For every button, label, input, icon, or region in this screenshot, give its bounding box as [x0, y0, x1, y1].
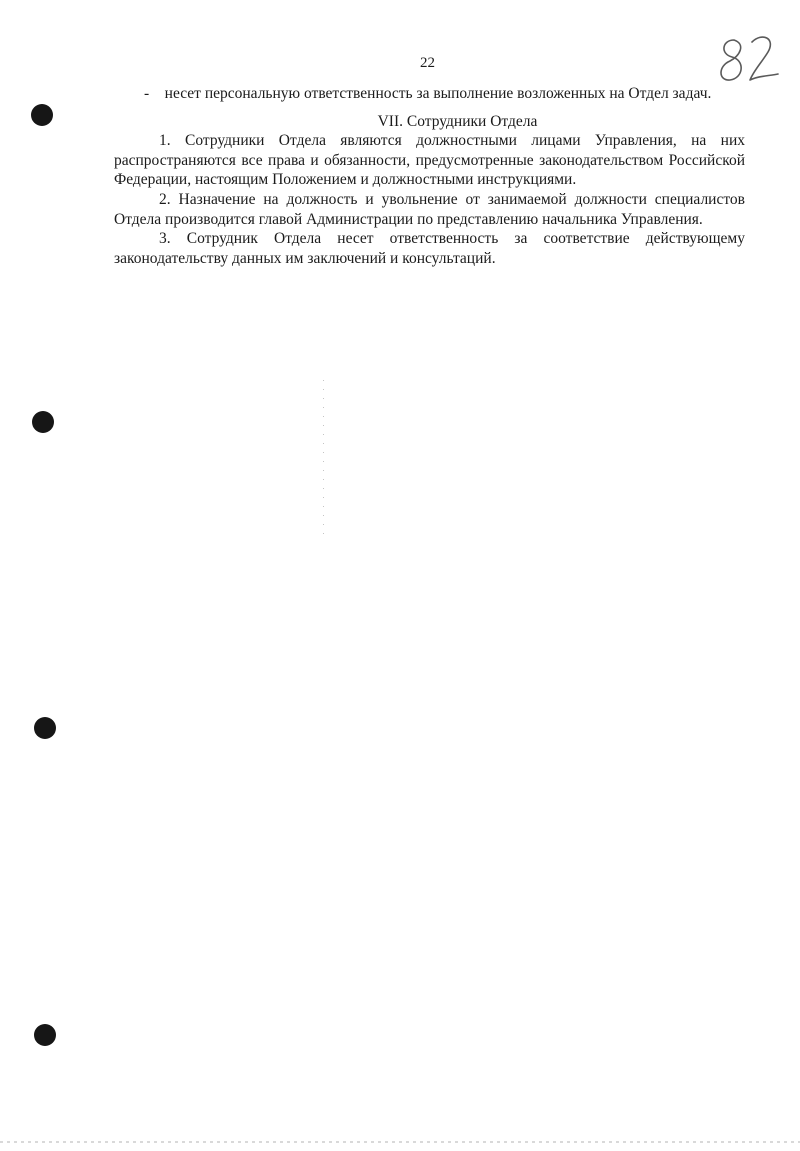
- body-text: [114, 84, 745, 268]
- scan-fold-marks: [323, 380, 324, 540]
- section-item-1: 1. Сотрудники Отдела являются должностными лицами Управления, на них распространяются все права и обязанности, предусмотренные законодательством Российской Федерации, настоящим Положением и должностными инструкциями.: [114, 132, 745, 189]
- binder-hole: [34, 1024, 56, 1046]
- binder-hole: [31, 104, 53, 126]
- scan-bottom-edge: [0, 1141, 800, 1143]
- bullet-dash: -: [144, 85, 150, 102]
- section-item-2: 2. Назначение на должность и увольнение от занимаемой должности специалистов Отдела производится главой Администрации по представлению начальника Управления.: [114, 190, 745, 228]
- section-title: VII. Сотрудники Отдела: [377, 112, 538, 130]
- binder-hole: [32, 411, 54, 433]
- section-item-3: 3. Сотрудник Отдела несет ответственность за соответствие действующему законодательству данных им заключений и консультаций.: [114, 230, 745, 267]
- bullet-text: несет персональную ответственность за выполнение возложенных на Отдел задач.: [164, 85, 712, 102]
- handwritten-page-mark: [712, 30, 782, 90]
- bullet-paragraph: [114, 84, 745, 104]
- binder-hole: [34, 717, 56, 739]
- page-number: 22: [420, 55, 435, 71]
- handwritten-digit-2: [750, 37, 778, 80]
- handwritten-digit-8: [721, 40, 741, 80]
